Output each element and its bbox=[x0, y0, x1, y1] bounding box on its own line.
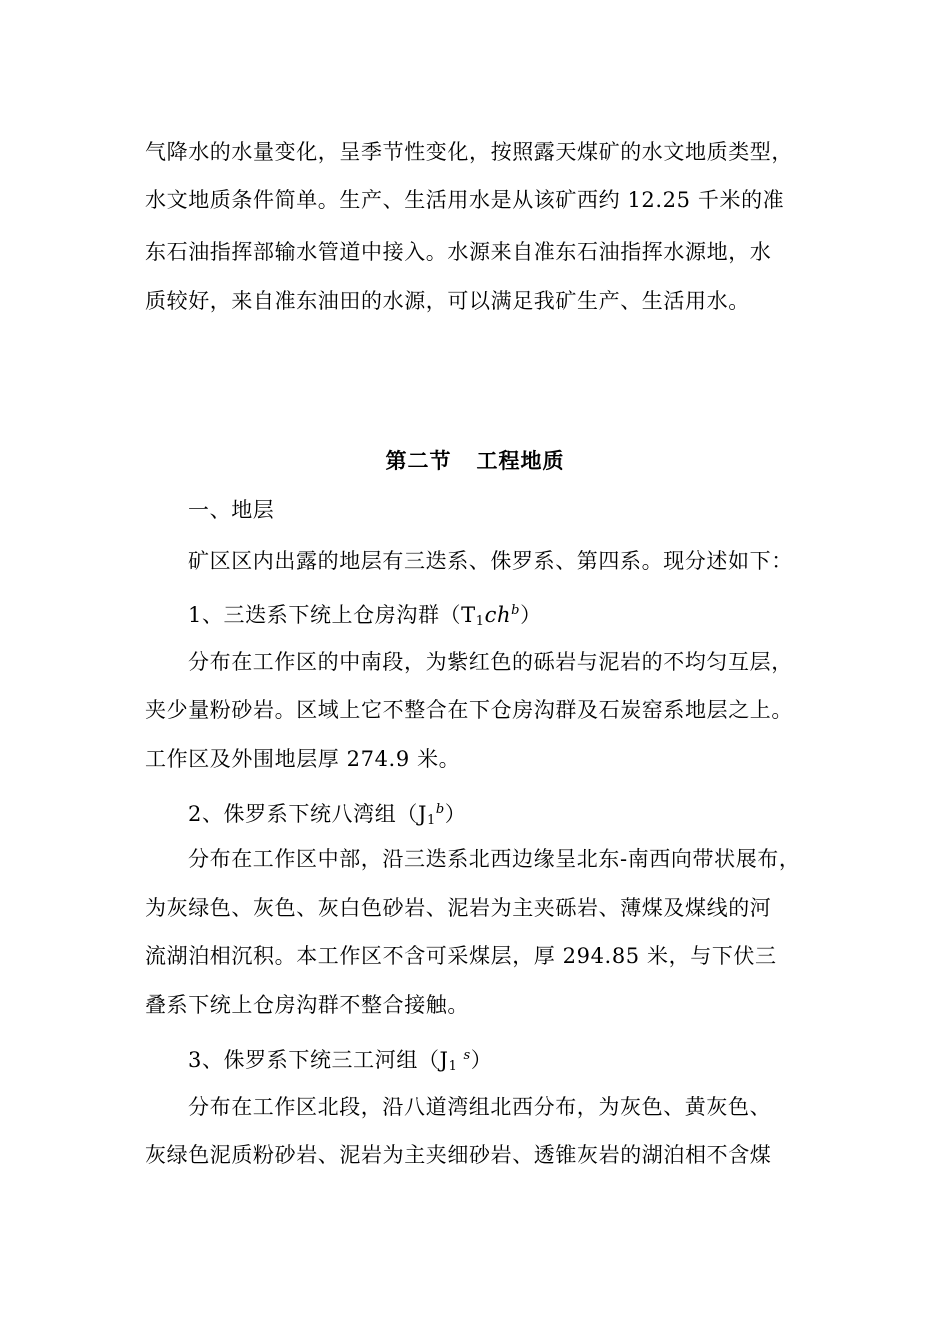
item3-close: ） bbox=[470, 1048, 493, 1072]
item2-para-line-3: 流湖泊相沉积。本工作区不含可采煤层，厚 294.85 米，与下伏三 bbox=[145, 944, 777, 968]
item2-para-line-1: 分布在工作区中部，沿三迭系北西边缘呈北东-南西向带状展布， bbox=[188, 847, 801, 871]
item1-superscript: b bbox=[511, 603, 521, 618]
item2-para-line-2: 为灰绿色、灰色、灰白色砂岩、泥岩为主夹砾岩、薄煤及煤线的河 bbox=[145, 896, 772, 920]
intro-line-1: 气降水的水量变化，呈季节性变化，按照露天煤矿的水文地质类型， bbox=[145, 140, 793, 164]
intro-line-4: 质较好，来自准东油田的水源，可以满足我矿生产、生活用水。 bbox=[145, 289, 750, 313]
item1-para-line-2: 夹少量粉砂岩。区域上它不整合在下仓房沟群及石炭窑系地层之上。 bbox=[145, 698, 793, 722]
item2-subscript: 1 bbox=[426, 813, 436, 828]
item1-title-text: 1、三迭系下统上仓房沟群（T bbox=[188, 603, 476, 627]
item2-close: ） bbox=[444, 802, 467, 826]
intro-line-3: 东石油指挥部输水管道中接入。水源来自准东石油指挥水源地，水 bbox=[145, 240, 772, 264]
section-title: 第二节 工程地质 bbox=[385, 449, 565, 473]
strata-summary: 矿区区内出露的地层有三迭系、侏罗系、第四系。现分述如下： bbox=[188, 549, 793, 573]
item3-superscript: s bbox=[463, 1048, 471, 1063]
item3-title-text: 3、侏罗系下统三工河组（J bbox=[188, 1048, 449, 1072]
strata-heading: 一、地层 bbox=[188, 498, 275, 522]
item2-superscript: b bbox=[435, 802, 445, 817]
item1-title bbox=[188, 597, 542, 636]
item1-para-line-1: 分布在工作区的中南段，为紫红色的砾岩与泥岩的不均匀互层， bbox=[188, 650, 793, 674]
item1-para-line-3: 工作区及外围地层厚 274.9 米。 bbox=[145, 747, 461, 771]
item2-title bbox=[188, 796, 466, 835]
intro-line-2: 水文地质条件简单。生产、生活用水是从该矿西约 12.25 千米的准 bbox=[145, 188, 785, 212]
item3-title bbox=[188, 1042, 492, 1081]
item2-para-line-4: 叠系下统上仓房沟群不整合接触。 bbox=[145, 993, 469, 1017]
item3-para-line-2: 灰绿色泥质粉砂岩、泥岩为主夹细砂岩、透锥灰岩的湖泊相不含煤 bbox=[145, 1143, 772, 1167]
item3-subscript: 1 bbox=[448, 1059, 458, 1074]
item2-title-text: 2、侏罗系下统八湾组（J bbox=[188, 802, 427, 826]
item1-subscript: 1 bbox=[475, 614, 485, 629]
item3-para-line-1: 分布在工作区北段，沿八道湾组北西分布，为灰色、黄灰色、 bbox=[188, 1095, 772, 1119]
item1-italic: ch bbox=[484, 603, 512, 627]
item1-close: ） bbox=[520, 603, 542, 627]
